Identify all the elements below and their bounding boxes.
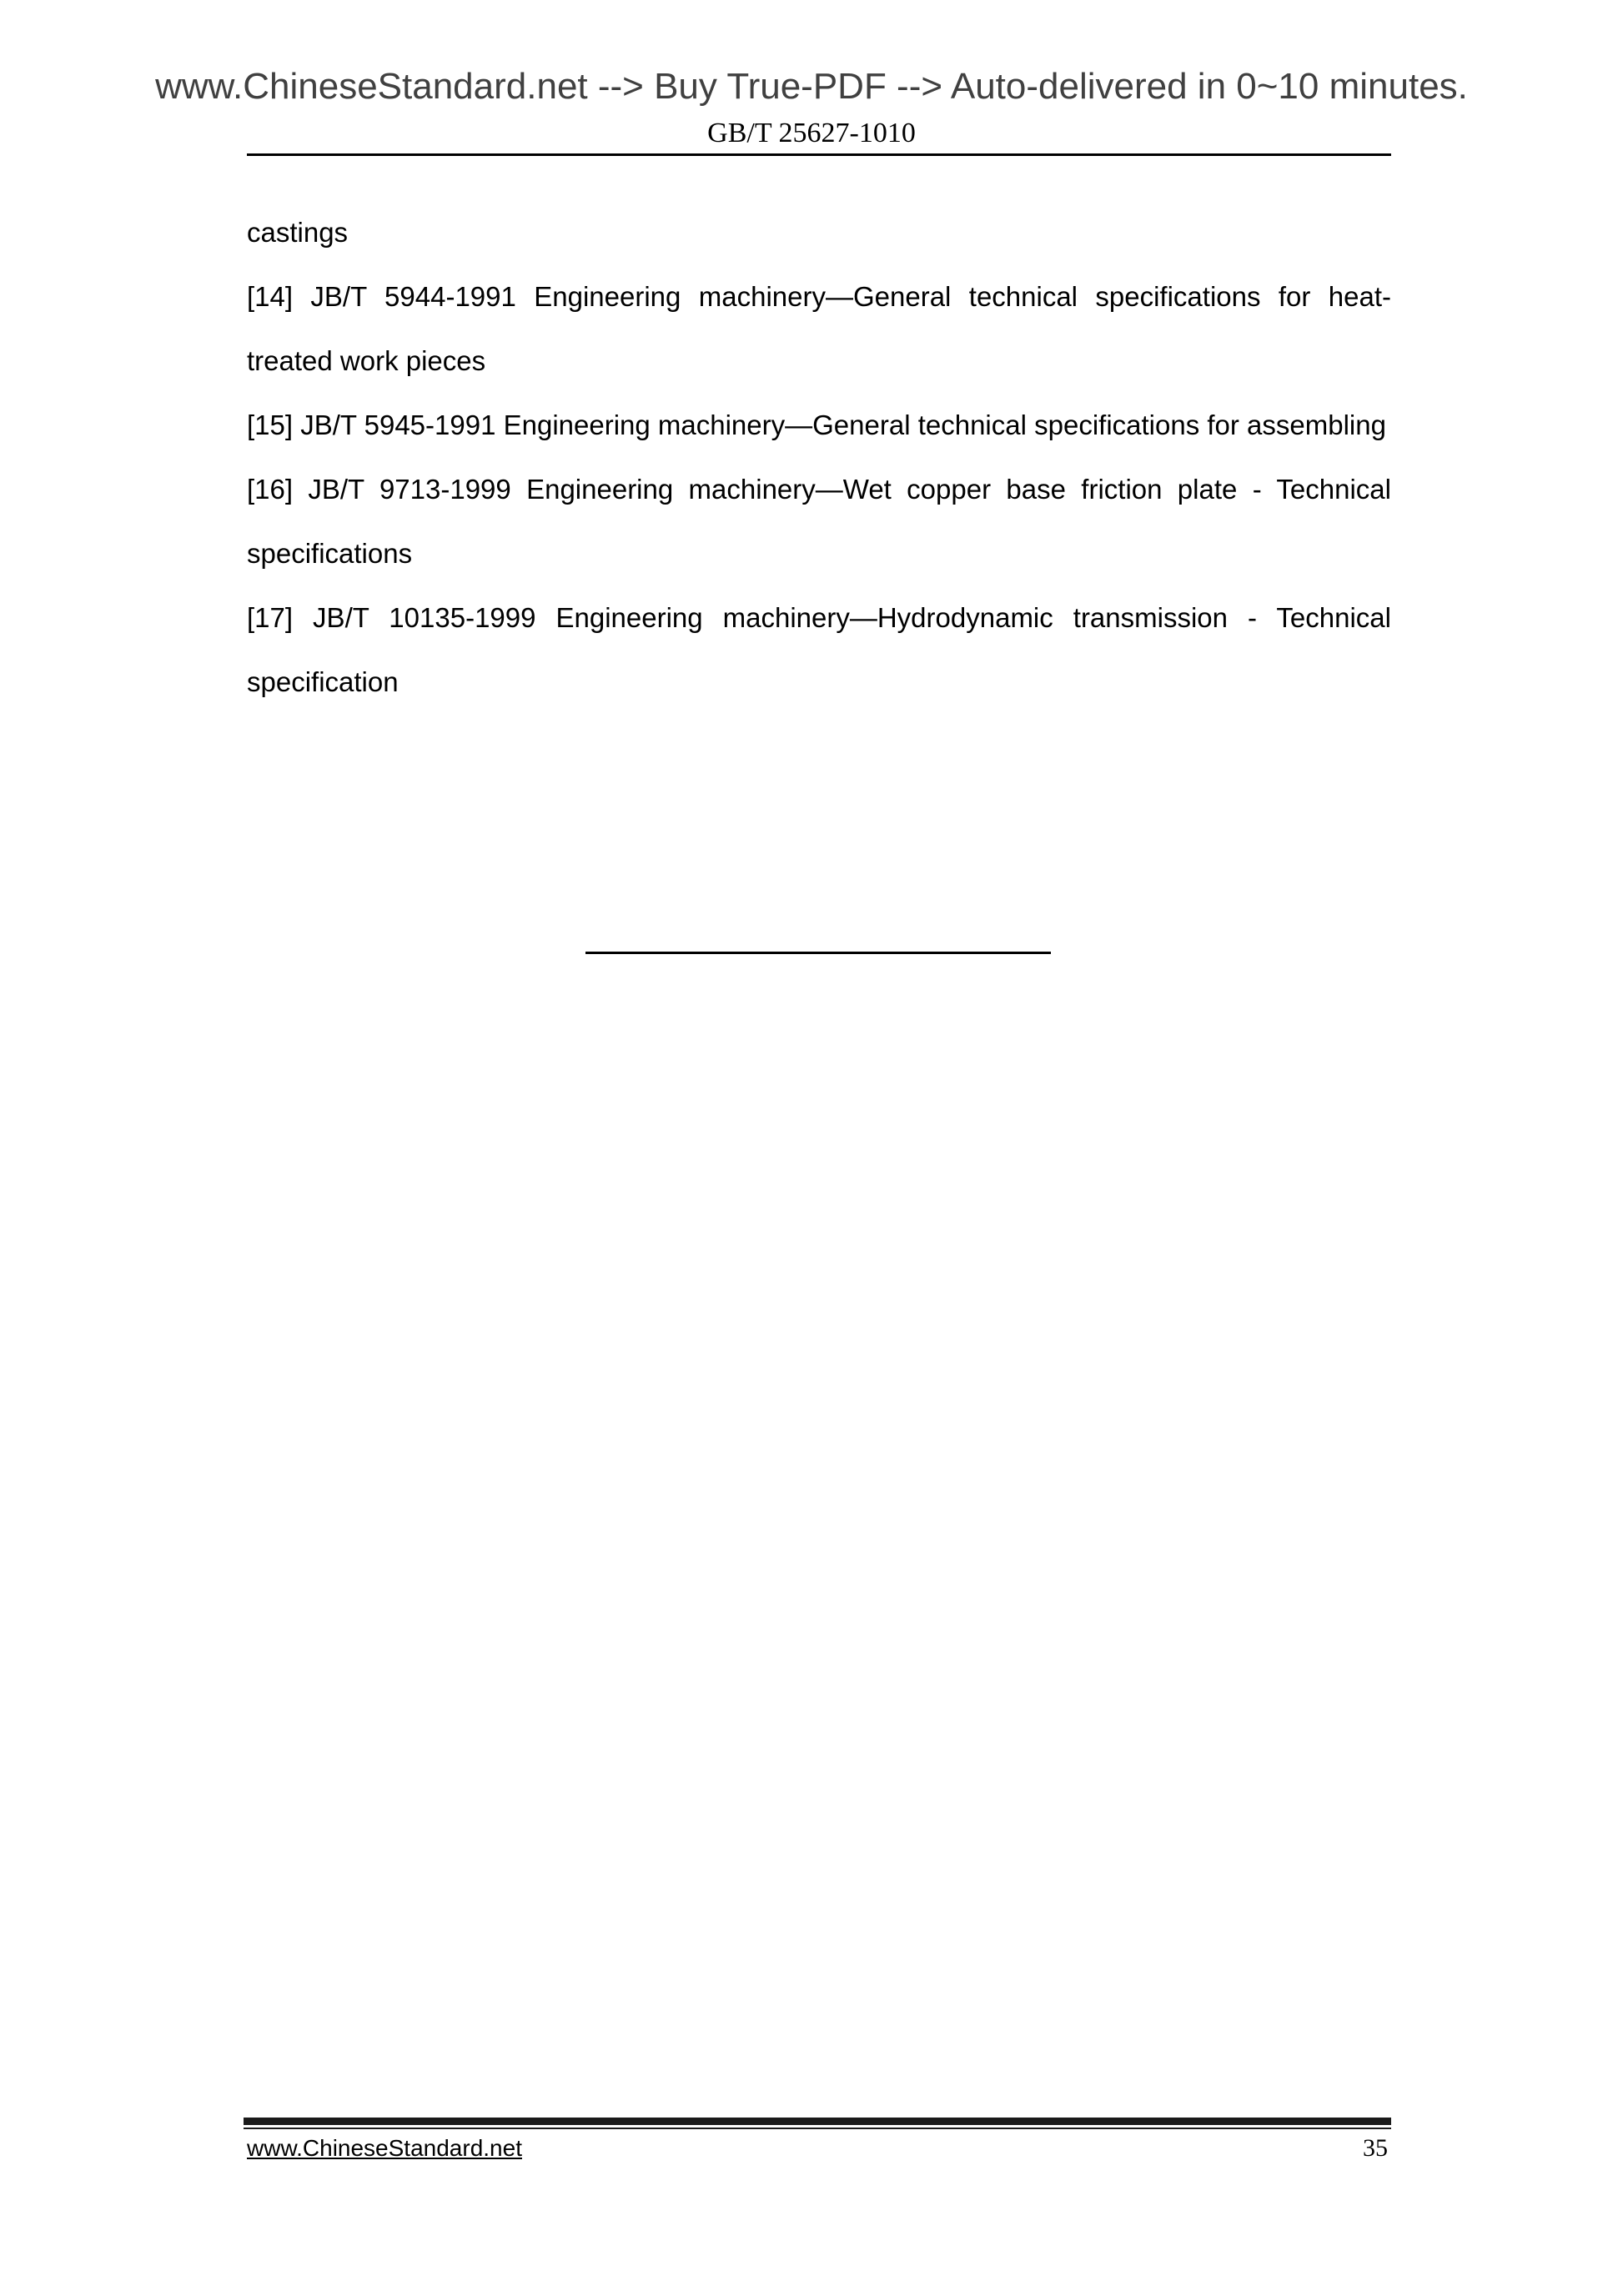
footer-rule-thick <box>244 2118 1391 2125</box>
page-number: 35 <box>1363 2134 1388 2162</box>
reference-16: [16] JB/T 9713-1999 Engineering machinery—Wet copper base friction plate - Technical specifications <box>247 474 1391 569</box>
document-code: GB/T 25627-1010 <box>707 118 916 148</box>
footer-rule-thin <box>244 2128 1391 2129</box>
reference-14: [14] JB/T 5944-1991 Engineering machinery—General technical specifications for heat-treated work pieces <box>247 281 1391 376</box>
end-of-document-rule <box>585 952 1051 954</box>
reference-17: [17] JB/T 10135-1999 Engineering machinery—Hydrodynamic transmission - Technical specification <box>247 602 1391 697</box>
reference-list <box>247 200 1391 714</box>
header-rule <box>247 153 1391 156</box>
top-banner: www.ChineseStandard.net --> Buy True-PDF --> Auto-delivered in 0~10 minutes. <box>155 66 1468 107</box>
footer-website-link[interactable]: www.ChineseStandard.net <box>247 2135 522 2161</box>
reference-continuation: castings <box>247 217 349 248</box>
reference-15: [15] JB/T 5945-1991 Engineering machinery—General technical specifications for assembling <box>247 409 1386 440</box>
